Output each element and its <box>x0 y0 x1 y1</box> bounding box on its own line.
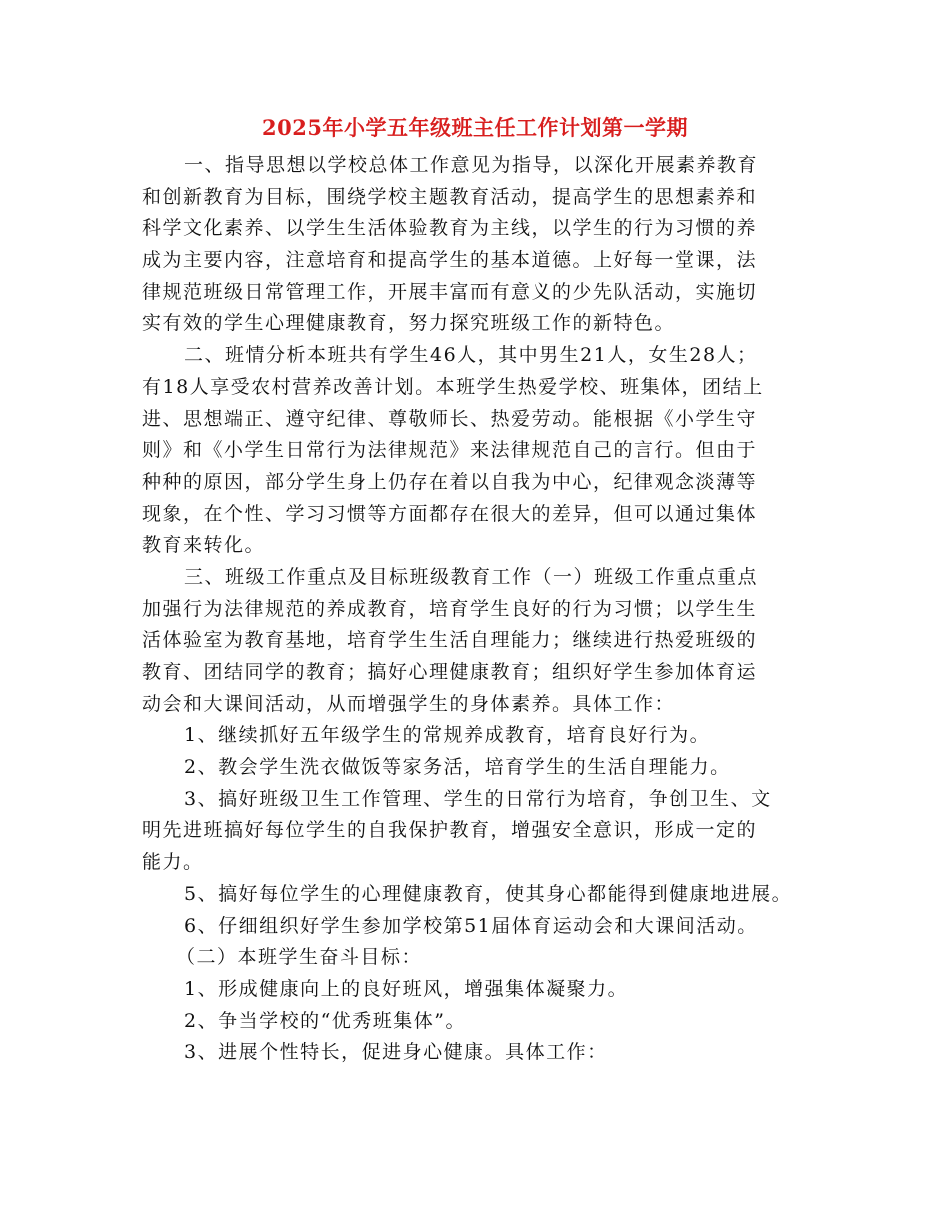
paragraph-line: 实有效的学生心理健康教育，努力探究班级工作的新特色。 <box>142 312 676 335</box>
paragraph-line: 和创新教育为目标，围绕学校主题教育活动，提高学生的思想素养和 <box>142 185 758 208</box>
paragraph-line: 能力。 <box>142 851 204 874</box>
paragraph-line: 律规范班级日常管理工作，开展丰富而有意义的少先队活动，实施切 <box>142 280 758 303</box>
paragraph-line: 一、指导思想以学校总体工作意见为指导，以深化开展素养教育 <box>184 154 759 176</box>
paragraph-line: 科学文化素养、以学生生活体验教育为主线，以学生的行为习惯的养 <box>142 217 758 240</box>
paragraph-line: 现象，在个性、学习习惯等方面都存在很大的差异，但可以通过集体 <box>142 502 758 525</box>
paragraph-line: 成为主要内容，注意培育和提高学生的基本道德。上好每一堂课，法 <box>142 249 758 272</box>
paragraph-line: 教育来转化。 <box>142 534 266 557</box>
paragraph-line: 则》和《小学生日常行为法律规范》来法律规范自己的言行。但由于 <box>142 439 758 462</box>
list-item: 1、形成健康向上的良好班风，增强集体凝聚力。 <box>184 977 629 1000</box>
paragraph-line: 有18人享受农村营养改善计划。本班学生热爱学校、班集体，团结上 <box>142 375 764 398</box>
document-title: 2025年小学五年级班主任工作计划第一学期 <box>262 115 688 140</box>
list-item: 6、仔细组织好学生参加学校第51届体育运动会和大课间活动。 <box>184 914 758 937</box>
paragraph-line: 进、思想端正、遵守纪律、尊敬师长、热爱劳动。能根据《小学生守 <box>142 407 758 430</box>
list-item: 3、进展个性特长，促进身心健康。具体工作： <box>184 1041 608 1064</box>
paragraph-line: 二、班情分析本班共有学生46人，其中男生21人，女生28人； <box>184 344 758 367</box>
section-heading: （二）本班学生奋斗目标： <box>176 946 423 969</box>
paragraph-line: 三、班级工作重点及目标班级教育工作（一）班级工作重点重点 <box>184 565 759 588</box>
list-item: 3、搞好班级卫生工作管理、学生的日常行为培育，争创卫生、文 <box>184 787 772 810</box>
paragraph-line: 种种的原因，部分学生身上仍存在着以自我为中心，纪律观念淡薄等 <box>142 470 758 493</box>
paragraph-line: 活体验室为教育基地，培育学生生活自理能力；继续进行热爱班级的 <box>142 629 758 652</box>
document-body <box>142 150 812 1069</box>
paragraph-line: 明先进班搞好每位学生的自我保护教育，增强安全意识，形成一定的 <box>142 819 758 842</box>
paragraph-line: 动会和大课间活动，从而增强学生的身体素养。具体工作： <box>142 692 676 715</box>
list-item: 1、继续抓好五年级学生的常规养成教育，培育良好行为。 <box>184 724 711 747</box>
list-item: 5、搞好每位学生的心理健康教育，使其身心都能得到健康地进展。 <box>184 882 793 905</box>
list-item: 2、教会学生洗衣做饭等家务活，培育学生的生活自理能力。 <box>184 756 731 779</box>
paragraph-line: 加强行为法律规范的养成教育，培育学生良好的行为习惯；以学生生 <box>142 597 758 620</box>
paragraph-line: 教育、团结同学的教育；搞好心理健康教育；组织好学生参加体育运 <box>142 661 758 683</box>
list-item: 2、争当学校的“优秀班集体”。 <box>184 1009 467 1032</box>
